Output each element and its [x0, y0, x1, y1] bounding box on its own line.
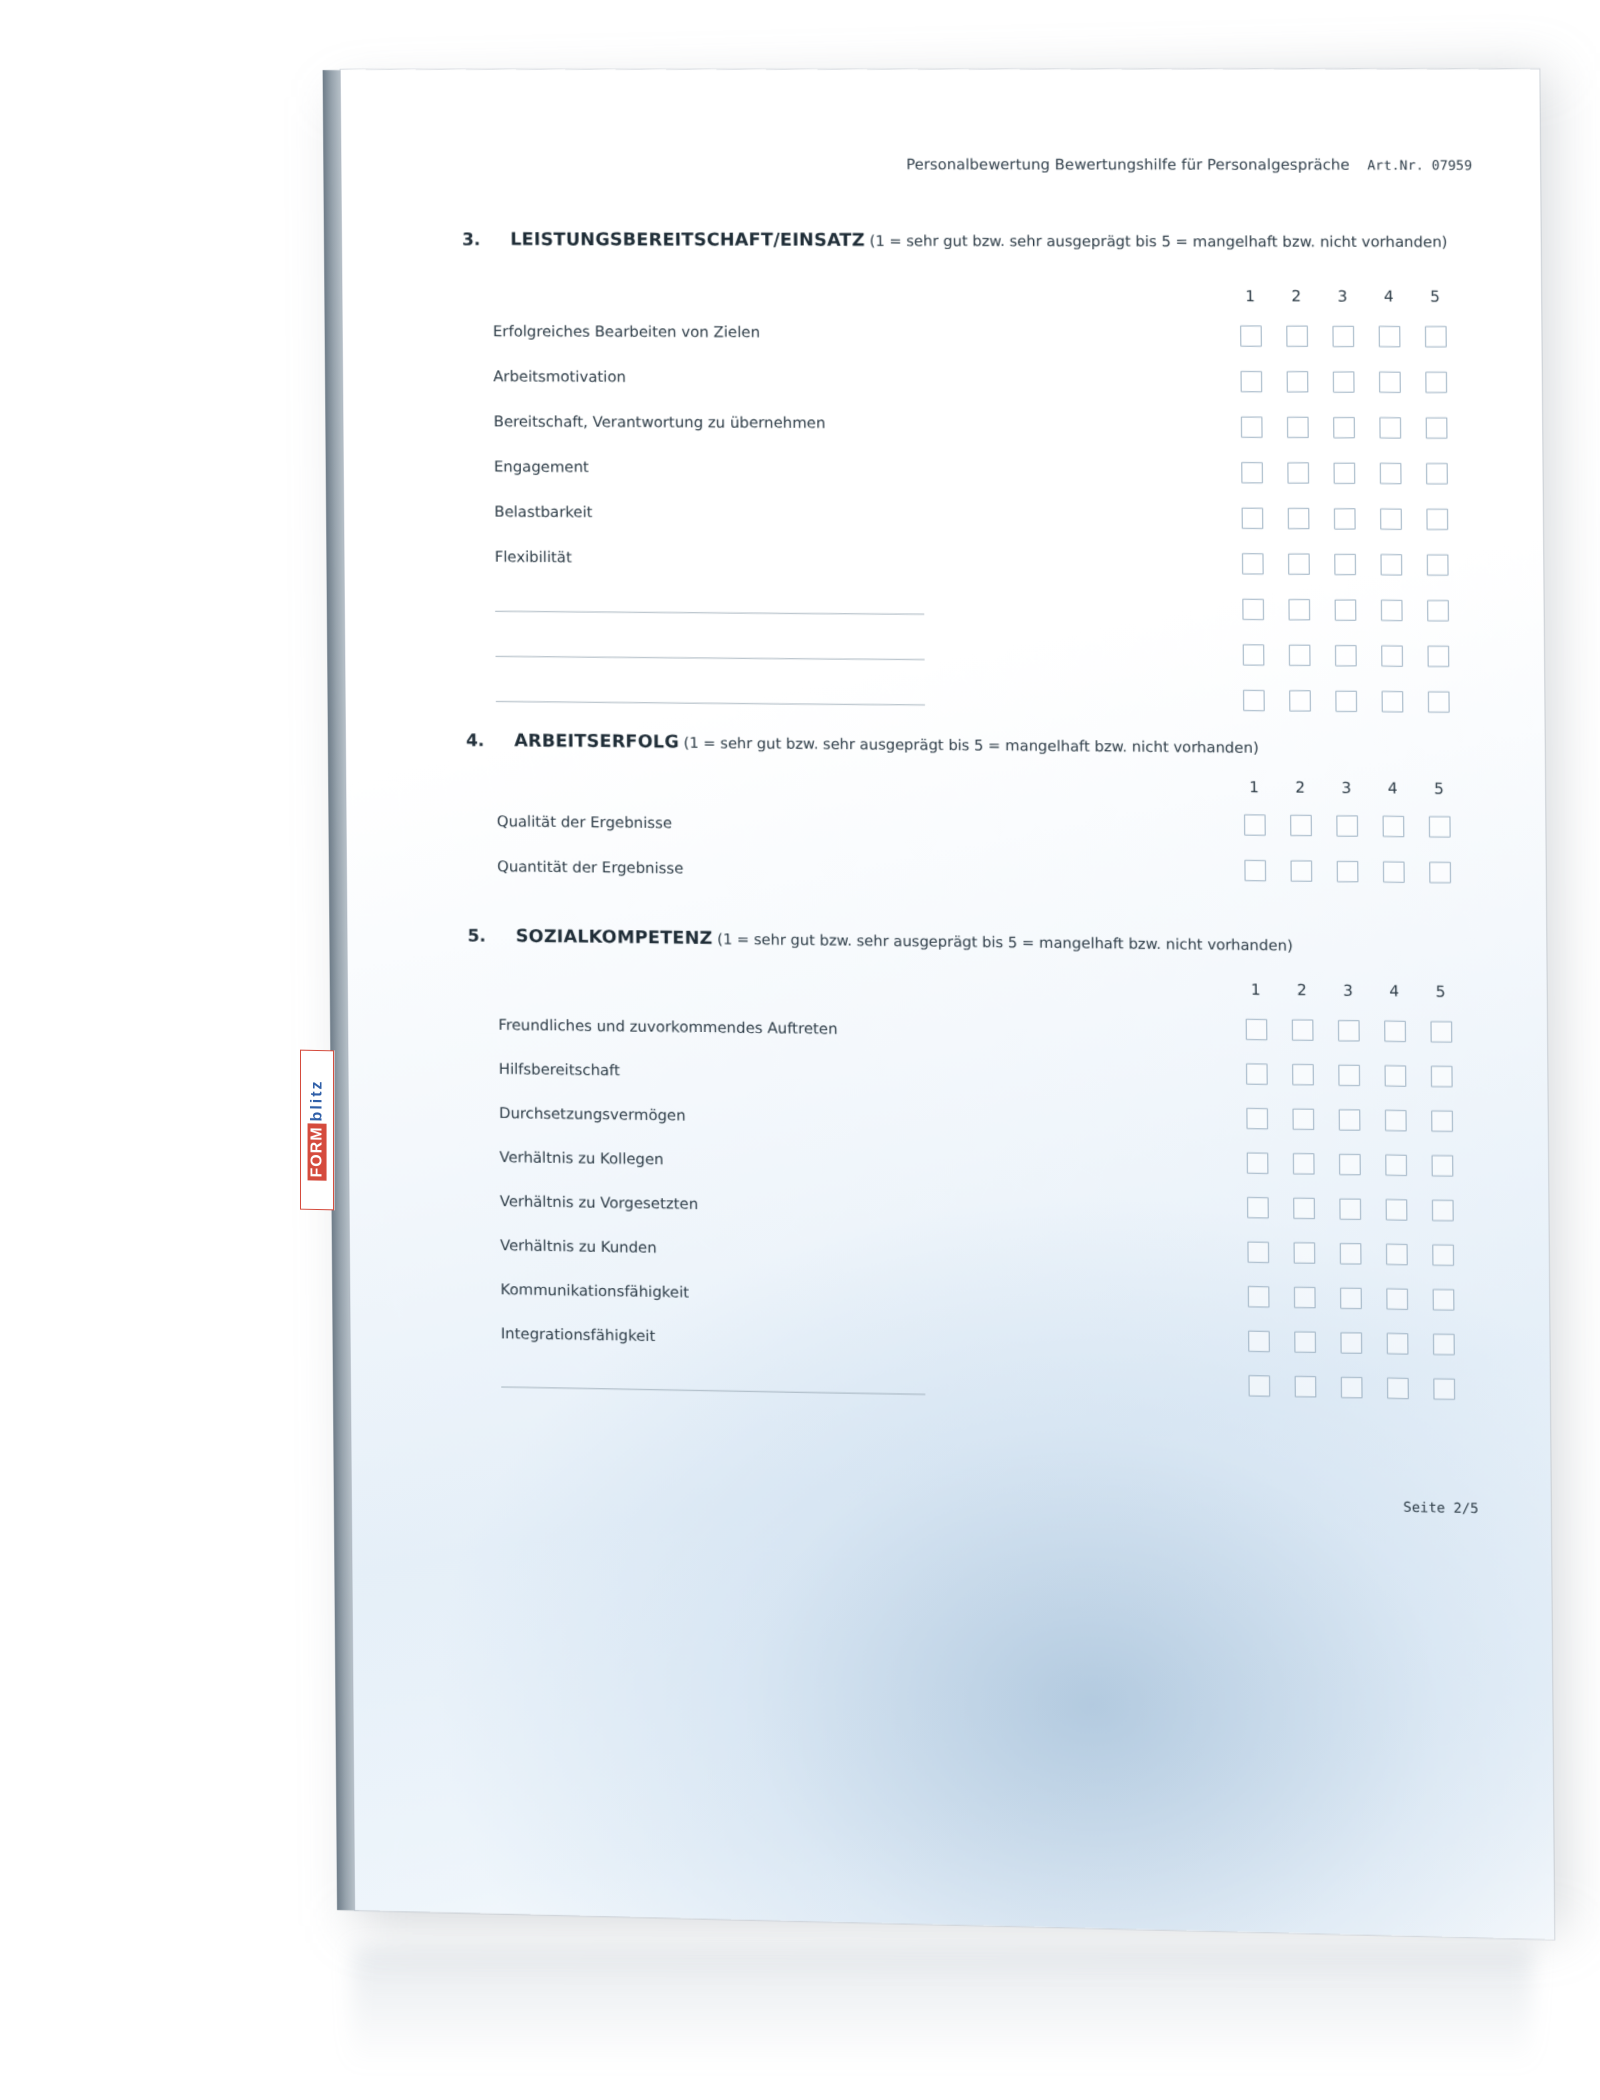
rating-checkbox[interactable] — [1383, 816, 1405, 838]
rating-checkbox[interactable] — [1338, 1065, 1360, 1087]
criterion-label: Verhältnis zu Kunden — [500, 1237, 657, 1257]
rating-checkbox[interactable] — [1242, 553, 1264, 574]
rating-scale-number: 1 — [1245, 287, 1256, 306]
rating-checkbox[interactable] — [1293, 1198, 1315, 1220]
criterion-label: Hilfsbereitschaft — [498, 1060, 621, 1080]
rating-checkbox[interactable] — [1429, 816, 1451, 838]
rating-checkbox[interactable] — [1288, 553, 1310, 574]
rating-checkbox[interactable] — [1247, 1152, 1269, 1174]
rating-checkbox[interactable] — [1292, 1064, 1314, 1086]
rating-checkbox[interactable] — [1292, 1109, 1314, 1131]
rating-checkbox[interactable] — [1385, 1110, 1407, 1132]
criterion-label: Belastbarkeit — [494, 503, 593, 522]
formblitz-logo-text — [307, 1079, 327, 1180]
rating-scale-number: 1 — [1250, 980, 1261, 999]
rating-checkbox[interactable] — [1336, 815, 1358, 836]
rating-checkbox[interactable] — [1292, 1019, 1314, 1041]
rating-checkbox[interactable] — [1433, 1289, 1455, 1311]
rating-checkbox[interactable] — [1431, 1066, 1453, 1088]
criterion-label: Engagement — [493, 458, 589, 477]
rating-checkbox[interactable] — [1333, 371, 1355, 392]
rating-checkbox[interactable] — [1385, 1154, 1407, 1176]
rating-checkbox[interactable] — [1386, 1244, 1408, 1266]
rating-checkbox[interactable] — [1383, 861, 1405, 883]
rating-scale-number: 4 — [1389, 982, 1400, 1001]
rating-scale-number: 2 — [1295, 778, 1306, 797]
rating-scale-number: 5 — [1435, 982, 1446, 1001]
rating-checkbox[interactable] — [1337, 861, 1359, 883]
logo-blitz-text: blitz — [309, 1079, 327, 1122]
rating-checkbox[interactable] — [1428, 691, 1450, 712]
formblitz-logo — [300, 1050, 334, 1211]
rating-checkbox[interactable] — [1243, 644, 1265, 665]
rating-checkbox[interactable] — [1338, 1020, 1360, 1042]
rating-checkbox[interactable] — [1381, 600, 1403, 621]
rating-scale-number: 5 — [1430, 287, 1440, 306]
rating-checkbox[interactable] — [1426, 463, 1448, 484]
section-heading — [468, 926, 1293, 955]
rating-checkbox[interactable] — [1287, 371, 1309, 392]
rating-checkbox[interactable] — [1246, 1063, 1268, 1085]
criterion-label: Durchsetzungsvermögen — [499, 1104, 686, 1125]
section-title: ARBEITSERFOLG — [514, 731, 680, 753]
criterion-label: Verhältnis zu Vorgesetzten — [499, 1193, 699, 1214]
write-in-line[interactable] — [496, 701, 925, 705]
rating-checkbox[interactable] — [1426, 509, 1448, 530]
rating-checkbox[interactable] — [1387, 1377, 1409, 1399]
section-scale-caption: (1 = sehr gut bzw. sehr ausgeprägt bis 5 = mangelhaft bzw. nicht vorhanden) — [712, 931, 1293, 955]
rating-checkbox[interactable] — [1287, 417, 1309, 438]
rating-scale-number: 4 — [1387, 779, 1398, 798]
section-scale-caption: (1 = sehr gut bzw. sehr ausgeprägt bis 5 = mangelhaft bzw. nicht vorhanden) — [864, 233, 1448, 251]
rating-checkbox[interactable] — [1241, 417, 1263, 438]
criterion-label: Arbeitsmotivation — [493, 368, 626, 386]
rating-checkbox[interactable] — [1291, 860, 1313, 881]
rating-checkbox[interactable] — [1340, 1332, 1362, 1354]
rating-scale-number: 2 — [1291, 287, 1302, 306]
criterion-label: Freundliches und zuvorkommendes Auftreten — [498, 1016, 838, 1038]
rating-checkbox[interactable] — [1381, 645, 1403, 666]
logo-form-text: FORM — [308, 1123, 327, 1180]
document-page — [341, 69, 1555, 1939]
rating-checkbox[interactable] — [1427, 600, 1449, 621]
document-page-wrapper — [323, 45, 1588, 1956]
rating-checkbox[interactable] — [1294, 1287, 1316, 1309]
rating-checkbox[interactable] — [1335, 691, 1357, 712]
document-header-title: Personalbewertung Bewertungshilfe für Personalgespräche — [906, 157, 1350, 174]
rating-checkbox[interactable] — [1433, 1334, 1455, 1356]
rating-checkbox[interactable] — [1339, 1109, 1361, 1131]
section-title: LEISTUNGSBEREITSCHAFT/EINSATZ — [510, 230, 865, 251]
rating-checkbox[interactable] — [1287, 462, 1309, 483]
rating-checkbox[interactable] — [1289, 690, 1311, 711]
rating-checkbox[interactable] — [1294, 1242, 1316, 1264]
rating-checkbox[interactable] — [1340, 1288, 1362, 1310]
rating-checkbox[interactable] — [1294, 1331, 1316, 1353]
rating-checkbox[interactable] — [1334, 554, 1356, 575]
section-number: 3. — [462, 229, 481, 251]
section-number: 4. — [465, 730, 485, 752]
section-heading — [466, 731, 1259, 758]
rating-checkbox[interactable] — [1244, 814, 1266, 835]
rating-checkbox[interactable] — [1290, 815, 1312, 836]
rating-checkbox[interactable] — [1339, 1154, 1361, 1176]
rating-checkbox[interactable] — [1248, 1331, 1270, 1353]
rating-scale-number: 2 — [1296, 980, 1307, 1000]
document-header — [906, 154, 1472, 174]
rating-checkbox[interactable] — [1242, 508, 1264, 529]
rating-checkbox[interactable] — [1380, 508, 1402, 529]
criterion-label: Qualität der Ergebnisse — [496, 813, 673, 833]
write-in-line[interactable] — [495, 611, 924, 615]
criterion-label: Integrationsfähigkeit — [500, 1325, 656, 1346]
rating-checkbox[interactable] — [1249, 1375, 1271, 1397]
rating-checkbox[interactable] — [1244, 860, 1266, 881]
rating-checkbox[interactable] — [1246, 1019, 1268, 1041]
criterion-label: Kommunikationsfähigkeit — [500, 1281, 690, 1302]
rating-checkbox[interactable] — [1382, 691, 1404, 712]
rating-checkbox[interactable] — [1341, 1377, 1363, 1399]
rating-checkbox[interactable] — [1241, 462, 1263, 483]
rating-checkbox[interactable] — [1334, 463, 1356, 484]
criterion-label: Quantität der Ergebnisse — [497, 858, 684, 878]
write-in-line[interactable] — [495, 656, 924, 660]
rating-checkbox[interactable] — [1243, 690, 1265, 711]
rating-checkbox[interactable] — [1289, 645, 1311, 666]
rating-checkbox[interactable] — [1432, 1200, 1454, 1222]
rating-checkbox[interactable] — [1380, 463, 1402, 484]
rating-checkbox[interactable] — [1429, 862, 1451, 884]
rating-checkbox[interactable] — [1334, 508, 1356, 529]
rating-checkbox[interactable] — [1425, 372, 1447, 393]
rating-checkbox[interactable] — [1431, 1110, 1453, 1132]
rating-checkbox[interactable] — [1385, 1065, 1407, 1087]
rating-checkbox[interactable] — [1241, 371, 1263, 392]
rating-checkbox[interactable] — [1386, 1288, 1408, 1310]
rating-checkbox[interactable] — [1379, 417, 1401, 438]
rating-checkbox[interactable] — [1288, 508, 1310, 529]
page-reflection — [351, 1948, 1533, 2068]
rating-checkbox[interactable] — [1380, 554, 1402, 575]
rating-checkbox[interactable] — [1240, 325, 1262, 346]
rating-scale-number: 3 — [1343, 981, 1353, 1000]
rating-checkbox[interactable] — [1293, 1153, 1315, 1175]
criterion-label: Flexibilität — [494, 548, 572, 567]
criterion-label: Verhältnis zu Kollegen — [499, 1149, 664, 1169]
rating-checkbox[interactable] — [1340, 1243, 1362, 1265]
rating-checkbox[interactable] — [1433, 1378, 1455, 1400]
rating-checkbox[interactable] — [1432, 1155, 1454, 1177]
rating-checkbox[interactable] — [1248, 1286, 1270, 1308]
write-in-line[interactable] — [501, 1387, 925, 1395]
criterion-label: Erfolgreiches Bearbeiten von Zielen — [492, 323, 761, 342]
rating-checkbox[interactable] — [1430, 1021, 1452, 1043]
rating-checkbox[interactable] — [1335, 599, 1357, 620]
section-title: SOZIALKOMPETENZ — [515, 926, 713, 949]
page-content — [341, 69, 1555, 1939]
section-number: 5. — [467, 926, 487, 947]
rating-scale-number: 1 — [1249, 777, 1260, 797]
rating-checkbox[interactable] — [1332, 326, 1354, 347]
rating-checkbox[interactable] — [1295, 1376, 1317, 1398]
rating-scale-number: 3 — [1341, 778, 1352, 798]
rating-checkbox[interactable] — [1427, 646, 1449, 667]
rating-checkbox[interactable] — [1379, 371, 1401, 392]
rating-checkbox[interactable] — [1242, 599, 1264, 620]
rating-checkbox[interactable] — [1432, 1244, 1454, 1266]
rating-checkbox[interactable] — [1386, 1199, 1408, 1221]
rating-checkbox[interactable] — [1387, 1333, 1409, 1355]
rating-checkbox[interactable] — [1246, 1108, 1268, 1130]
section-heading — [462, 230, 1447, 252]
criterion-label: Bereitschaft, Verantwortung zu übernehmen — [493, 413, 826, 432]
rating-checkbox[interactable] — [1426, 417, 1448, 438]
rating-scale-number: 3 — [1337, 287, 1348, 306]
rating-checkbox[interactable] — [1247, 1242, 1269, 1264]
rating-checkbox[interactable] — [1335, 645, 1357, 666]
document-article-number: Art.Nr. 07959 — [1367, 158, 1473, 174]
rating-checkbox[interactable] — [1425, 326, 1447, 347]
rating-scale-number: 5 — [1433, 779, 1444, 798]
rating-checkbox[interactable] — [1384, 1020, 1406, 1042]
rating-checkbox[interactable] — [1333, 417, 1355, 438]
section-scale-caption: (1 = sehr gut bzw. sehr ausgeprägt bis 5 = mangelhaft bzw. nicht vorhanden) — [679, 735, 1259, 757]
rating-checkbox[interactable] — [1339, 1198, 1361, 1220]
rating-checkbox[interactable] — [1247, 1197, 1269, 1219]
page-footer: Seite 2/5 — [1403, 1499, 1479, 1518]
rating-checkbox[interactable] — [1427, 554, 1449, 575]
rating-checkbox[interactable] — [1286, 326, 1308, 347]
rating-scale-number: 4 — [1383, 287, 1394, 306]
rating-checkbox[interactable] — [1288, 599, 1310, 620]
rating-checkbox[interactable] — [1379, 326, 1401, 347]
